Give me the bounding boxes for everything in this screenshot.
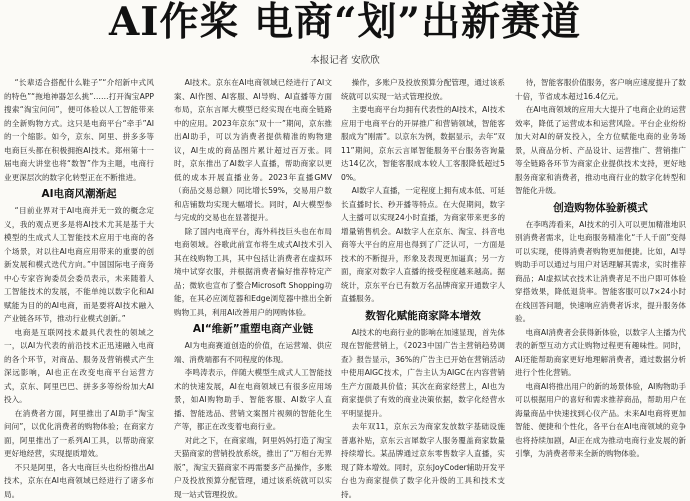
section-heading: AI电商风潮渐起 [4,187,154,201]
body-paragraph: 电商AI将推出用户的新的场景体验，AI购物助手可以根据用户的喜好和需求推荐商品，帮助用户在海量商品中快速找到心仪产品。未来AI电商将更加智能、便捷和个性化，各平台在AI电商领域的竞争也将持续加剧，AI正在成为推动电商行业发展的新引擎，为消费者带来全新的购物体验。 [515,380,686,461]
article-column-3 [341,76,505,406]
section-heading: AI“维新”重塑电商产业链 [174,322,332,336]
body-paragraph: 对此之下，在商家端，阿里妈妈打造了淘宝天猫商家的营销投放系统，推出了“万相台无界版”，淘宝天猫商家不再需要多产品操作，多账户及投放预算分配管理，通过该系统就可以实现一站式管理投放。 [174,434,332,501]
body-paragraph: AI技术的电商行业的影响在加速显现，首先体现在智能营销上，《2023中国广告主营销趋势调查》报告显示，36%的广告主已开始在营销活动中使用AIGC技术，广告主认为AIGC在内容营销生产方面最具价值；其次在商家经营上，AI也为商家提供了有效的商业决策依据，数字化经营水平明显提升。 [341,326,505,421]
section-heading: 数智化赋能商家降本增效 [341,309,505,323]
body-paragraph: 李鸣涛表示，伴随大模型生成式人工智能技术的快速发展，AI在电商领域已有很多应用场景，如AI购物助手、智能客服、AI数字人直播、智能选品、营销文案图片视频的智能化生产等，都正在改变着电商行业。 [174,366,332,434]
headline: AI作桨 电商“划”出新赛道 [0,0,690,44]
body-paragraph: “目前业界对于AI电商并无一致的概念定义，我的观点更多是将AI技术尤其是基于大模型的生成式人工智能技术应用于电商的各个场景，对以往AI电商应用带来的重要的创新发展和模式迭代方向。”中国国际电子商务中心专家咨询委员会委员表示，未来随着人工智能技术的发展，不能单纯以数字化和AI赋能为目的的AI电商，而是要将AI技术融入产业链各环节，推动行业模式创新。” [4,204,154,326]
body-paragraph: AI技术。京东在AI电商领域已经进行了AI文案、AI作图、AI客服、AI导购、AI直播等方面布局，京东言犀大模型已经实现在电商全链路中的应用。2023年京东“双十一”期间，京东推出AI助手，可以为消费者提供精准的购物建议，AI生成的商品图片累计超过百万张。同时，京东推出了AI数字人直播，帮助商家以更低的成本开展直播业务。2023年直播GMV（商品交易总额）同比增长59%，交易用户数和店铺数均实现大幅增长。同时，AI大模型参与完成的交易也在显著提升。 [174,76,332,225]
body-paragraph: AI数字人直播，一定程度上拥有成本低、可延长直播时长、秒开播等特点。在大促期间，数字人主播可以实现24小时直播，为商家带来更多的增量销售机会。AI数字人在京东、淘宝、抖音电商等大平台的应用也得到了广泛认可，一方面是技术的不断提升，形象及表现更加逼真；另一方面，商家对数字人直播的接受程度越来越高。据统计，京东平台已有数万名品牌商家开通数字人直播服务。 [341,184,505,306]
body-paragraph: 电商AI消费者会获得新体验，以数字人主播为代表的新型互动方式让购物过程更有趣味性。同时，AI还能帮助商家更好地理解消费者，通过数据分析进行个性化营销。 [515,326,686,380]
body-paragraph: “长辈适合搭配什么鞋子”“介绍新中式风的特色”“拖地神器怎么挑”……打开淘宝APP搜索“淘宝问问”，便可体验以人工智能带来的全新购物方式。这只是电商平台“牵手”AI的一个缩影。如今，京东、阿里、拼多多等电商巨头都在积极拥抱AI技术。郑州第十一届电商大讲堂也将“数智”作为主题，电商行业更深层次的数字化转型正在不断推进。 [4,76,154,184]
body-paragraph: 在李鸣涛看来，AI技术的引入可以更加精准地识别消费者需求，让电商服务精准化“千人千面”变得可以实现，使得消费者购物更加便捷。比如，AI导购助手可以通过与用户对话理解其需求，实时推荐商品；AI虚拟试衣技术让消费者足不出户即可体验穿搭效果，降低退货率。智能客服可以7×24小时在线回答问题，快速响应消费者诉求，提升服务体验。 [515,218,686,326]
body-paragraph: 在AI电商领域的应用大大提升了电商企业的运营效率，降低了运营成本和运营风险。平台企业纷纷加大对AI的研发投入，全方位赋能电商的业务场景，从商品分析、产品设计、运营推广、营销推广等全链路各环节为商家企业提供技术支持，更好地服务商家和消费者，推动电商行业的数字化转型和智能化升级。 [515,103,686,198]
body-paragraph: 主要电商平台均拥有代表性的AI技术，AI技术应用于电商平台的开屏推广和营销领域，智能客服成为“刚需”。以京东为例，数据显示，去年“双11”期间，京东云言犀智能服务平台服务咨询量达14亿次，智能客服成本较人工客服降低超过50%。 [341,103,505,184]
article-column-1 [4,76,154,406]
body-paragraph: 操作，多账户及投放预算分配管理，通过该系统就可以实现一站式管理投放。 [341,76,505,103]
body-paragraph: 去年双11，京东云为商家发放数字基础设施普惠补贴，京东云言犀数字人服务覆盖商家数量持续增长。某品牌通过京东零售数字人直播，实现了降本增效。同时，京东JoyCoder辅助开发平台也为商家提供了数字化升级的工具和技术支持。 [341,420,505,501]
section-heading: 创造购物体验新模式 [515,201,686,215]
article-column-2 [174,76,332,406]
body-paragraph: 电商是互联网技术最具代表性的领域之一，以AI为代表的前沿技术正迅速融入电商的各个环节，对商品、服务及营销模式产生深远影响，AI也正在改变电商平台运营方式，京东、阿里巴巴、拼多多等纷纷加大AI投入。 [4,326,154,407]
article-column-4 [515,76,686,406]
body-paragraph: AI为电商赛道创造的价值，在运营端、供应端、消费端都有不同程度的体现。 [174,339,332,366]
body-paragraph: 除了国内电商平台，海外科技巨头也在布局电商领域。谷歌此前宣布将生成式AI技术引入其在线购物工具，其中包括让消费者在虚拟环境中试穿衣服，并根据消费者偏好推荐特定产品；微软也宣布了整合Microsoft Shopping功能，在其必应浏览器和Edge浏览器中推出全新购物工具，利用AI改善用户的网购体验。 [174,225,332,320]
body-paragraph: 不只是阿里，各大电商巨头也纷纷推出AI技术，京东在AI电商领域已经进行了诸多布局。 [4,461,154,501]
body-paragraph: 在消费者方面，阿里推出了AI助手“淘宝问问”，以优化消费者的购物体验；在商家方面，阿里推出了一系列AI工具，以帮助商家更好地经营，实现提质增效。 [4,407,154,461]
body-paragraph: 待，智能客服价值服务，客户响应速度提升了数十倍，节省成本超过16.4亿元。 [515,76,686,103]
byline: 本报记者 安欣欣 [0,54,690,68]
